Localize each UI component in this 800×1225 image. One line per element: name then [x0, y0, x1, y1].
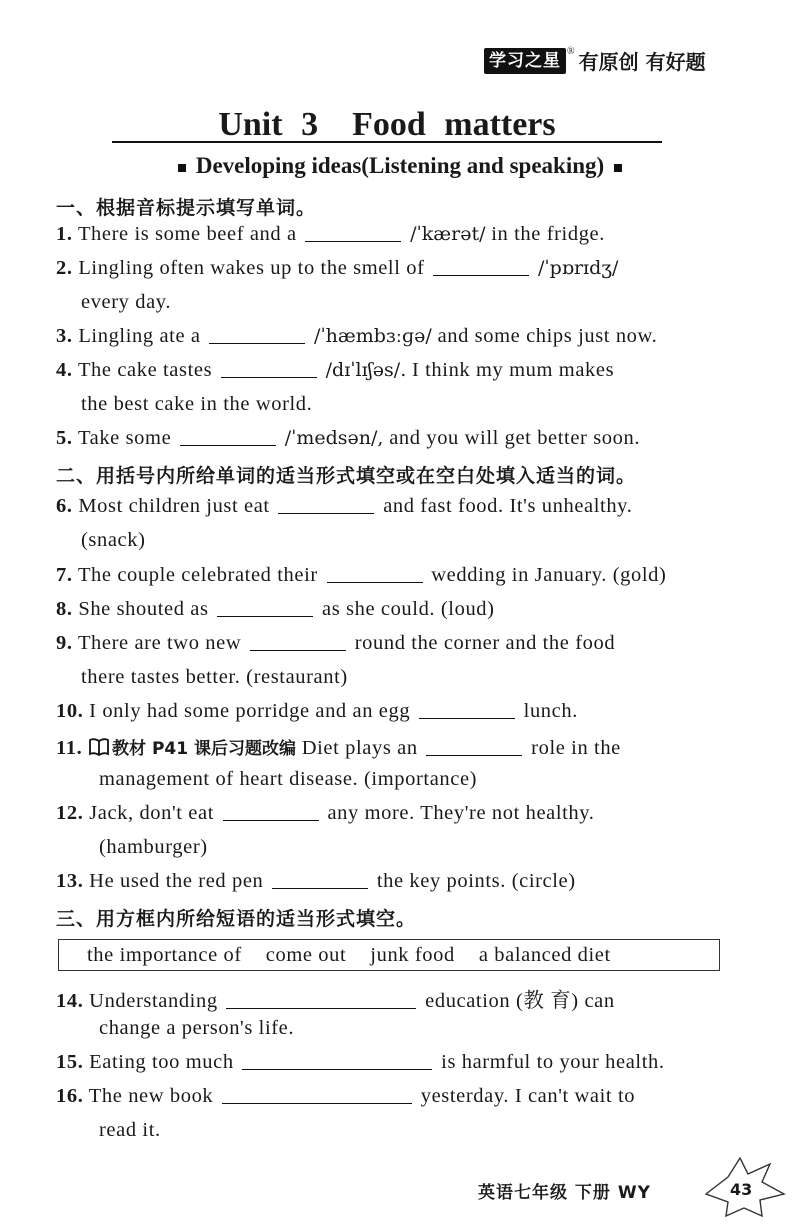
question-number: 15.	[56, 1051, 84, 1073]
brand-slogan: 有原创 有好题	[578, 50, 706, 74]
phonetic-hint: /dɪˈlɪʃəs/.	[325, 359, 407, 381]
question-15	[56, 1051, 722, 1074]
question-number: 13.	[56, 870, 84, 892]
question-14-continued: change a person's life.	[99, 1017, 295, 1039]
question-number: 2.	[56, 257, 73, 279]
lesson-subtitle-text: Developing ideas(Listening and speaking)	[195, 153, 605, 178]
phonetic-hint: /ˈkærət/	[410, 223, 486, 245]
section-heading-3: 三、用方框内所给短语的适当形式填空。	[56, 908, 417, 930]
question-6	[56, 495, 722, 518]
question-text: and you will get better soon.	[389, 427, 641, 449]
phrase-option: the importance of	[87, 943, 242, 966]
phonetic-hint: /ˈmedsən/,	[284, 427, 384, 449]
answer-blank[interactable]	[250, 632, 346, 651]
question-4-continued: the best cake in the world.	[81, 393, 313, 415]
question-9	[56, 632, 722, 655]
question-6-continued: (snack)	[81, 529, 146, 551]
question-11-continued: management of heart disease. (importance)	[99, 768, 478, 790]
answer-blank[interactable]	[223, 802, 319, 821]
question-number: 3.	[56, 325, 73, 347]
answer-blank[interactable]	[278, 495, 374, 514]
question-text: and fast food. It's unhealthy.	[383, 495, 633, 517]
answer-blank[interactable]	[217, 598, 313, 617]
answer-blank[interactable]	[180, 427, 276, 446]
question-text: Understanding	[89, 990, 218, 1012]
question-number: 14.	[56, 990, 84, 1012]
question-12-continued: (hamburger)	[99, 836, 208, 858]
square-bullet-icon	[178, 164, 186, 172]
question-text: She shouted as	[78, 598, 209, 620]
answer-blank[interactable]	[222, 1085, 412, 1104]
answer-blank[interactable]	[305, 223, 401, 242]
question-text: The new book	[88, 1085, 214, 1107]
phonetic-hint: /ˈpɒrɪdʒ/	[538, 257, 619, 279]
phrase-option: come out	[265, 943, 347, 966]
answer-blank[interactable]	[242, 1051, 432, 1070]
question-13	[56, 870, 722, 893]
footer	[478, 1178, 651, 1203]
brand-logo: 学习之星	[484, 48, 566, 74]
question-3	[56, 325, 722, 348]
unit-title: Unit 3 Food matters	[218, 106, 556, 143]
question-number: 4.	[56, 359, 73, 381]
question-16	[56, 1085, 722, 1108]
question-text: The cake tastes	[77, 359, 213, 381]
question-2-continued: every day.	[81, 291, 172, 313]
question-text: is harmful to your health.	[441, 1051, 665, 1073]
title-divider	[112, 141, 662, 143]
question-number: 10.	[56, 700, 84, 722]
answer-blank[interactable]	[426, 737, 522, 756]
question-number: 12.	[56, 802, 84, 824]
brand	[484, 46, 706, 75]
question-5	[56, 427, 722, 450]
question-number: 9.	[56, 632, 73, 654]
question-text: in the fridge.	[491, 223, 605, 245]
question-8	[56, 598, 722, 621]
question-text: as she could. (loud)	[322, 598, 495, 620]
question-text: There are two new	[77, 632, 242, 654]
question-text: I think my mum makes	[411, 359, 615, 381]
question-text: The couple celebrated their	[77, 564, 318, 586]
question-text: round the corner and the food	[354, 632, 616, 654]
question-text: I only had some porridge and an egg	[89, 700, 411, 722]
question-text: and some chips just now.	[437, 325, 658, 347]
footer-book-info: 英语七年级 下册 WY	[478, 1183, 651, 1203]
square-bullet-icon	[614, 164, 622, 172]
question-number: 7.	[56, 564, 73, 586]
question-9-continued: there tastes better. (restaurant)	[81, 666, 348, 688]
phrase-option: junk food	[370, 943, 455, 966]
answer-blank[interactable]	[433, 257, 529, 276]
question-text: any more. They're not healthy.	[327, 802, 595, 824]
registered-mark: ®	[567, 46, 575, 57]
question-number: 6.	[56, 495, 73, 517]
question-number: 8.	[56, 598, 73, 620]
question-text: education (教 育) can	[425, 990, 615, 1012]
question-text: wedding in January. (gold)	[431, 564, 667, 586]
question-text: He used the red pen	[89, 870, 264, 892]
lesson-subtitle	[0, 153, 800, 179]
question-text: Lingling often wakes up to the smell of	[78, 257, 425, 279]
question-text: Most children just eat	[78, 495, 270, 517]
question-4	[56, 359, 722, 382]
phrase-option: a balanced diet	[478, 943, 611, 966]
phonetic-hint: /ˈhæmbɜːɡə/	[314, 325, 432, 347]
question-12	[56, 802, 722, 825]
answer-blank[interactable]	[226, 990, 416, 1009]
textbook-icon	[88, 737, 110, 757]
question-number: 5.	[56, 427, 73, 449]
question-text: the key points. (circle)	[376, 870, 576, 892]
answer-blank[interactable]	[272, 870, 368, 889]
answer-blank[interactable]	[419, 700, 515, 719]
question-text: role in the	[531, 737, 621, 759]
question-2	[56, 257, 722, 280]
question-text: Eating too much	[89, 1051, 234, 1073]
question-11	[56, 734, 722, 760]
answer-blank[interactable]	[327, 564, 423, 583]
question-7	[56, 564, 722, 587]
answer-blank[interactable]	[209, 325, 305, 344]
answer-blank[interactable]	[221, 359, 317, 378]
question-text: Lingling ate a	[78, 325, 201, 347]
question-text: There is some beef and a	[77, 223, 297, 245]
phrase-box	[58, 939, 720, 971]
question-text: yesterday. I can't wait to	[420, 1085, 636, 1107]
question-14	[56, 983, 722, 1013]
question-1	[56, 223, 722, 246]
question-text: Diet plays an	[301, 737, 418, 759]
section-heading-1: 一、根据音标提示填写单词。	[56, 197, 317, 219]
question-10	[56, 700, 722, 723]
page-number: 43	[730, 1180, 753, 1199]
question-text: Jack, don't eat	[89, 802, 215, 824]
section-heading-2: 二、用括号内所给单词的适当形式填空或在空白处填入适当的词。	[56, 465, 637, 487]
question-text: Take some	[77, 427, 172, 449]
question-text: lunch.	[523, 700, 578, 722]
question-number: 16.	[56, 1085, 84, 1107]
textbook-source-note: 教材 P41 课后习题改编	[112, 739, 296, 759]
question-number: 11.	[56, 737, 83, 759]
question-16-continued: read it.	[99, 1119, 161, 1141]
question-number: 1.	[56, 223, 73, 245]
